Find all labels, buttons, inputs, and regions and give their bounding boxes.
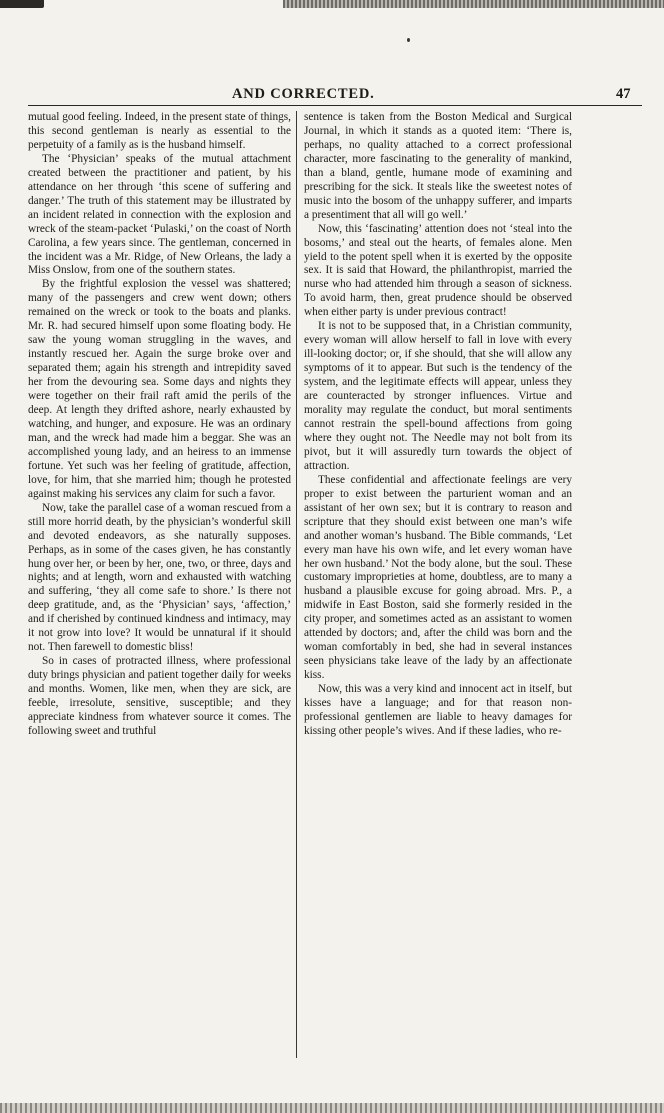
paragraph: mutual good feeling. Indeed, in the present state of things, this second gentleman is nearly as essential to the perpetuity of a family as is the husband himself. [28,111,291,151]
column-divider [296,111,297,1058]
paragraph: By the frightful explosion the vessel was shattered; many of the passengers and crew went down; others remained on the wreck or took to the boats and planks. Mr. R. had secured himself upon some floating body. He saw the young woman struggling in the waves, and instantly rescued her. Again the surge broke over and separated them; again his strength and intrepidity saved her from the devouring sea. Some days and nights they were together on their frail raft amid the perils of the deep. At length they drifted ashore, nearly exhausted by watching, and hunger, and exposure. He was an ordinary man, and the wreck had made him a beggar. She was an accomplished young lady, and an heiress to an immense fortune. Yet such was her feeling of gratitude, affection, love, for him, that she married him; though he protested against making his services any claim for such a favor. [28,278,291,500]
scan-bottom-border [0,1103,664,1113]
page-number: 47 [616,86,631,102]
scan-edge-mark [0,0,44,8]
running-title: AND CORRECTED. [232,86,375,102]
paragraph: It is not to be supposed that, in a Christian community, every woman will allow herself to fall in love with every ill-looking doctor; or, if she should, that she will allow any symptoms of it to appear. But such is the tendency of the system, and the legitimate effects will appear, unless they are counteracted by stronger influences. Virtue and morality may regulate the conduct, but moral sentiments cannot restrain the spell-bound affections from going where they ought not. The Needle may not bolt from its pivot, but it will assuredly turn towards the object of attraction. [304,320,572,472]
paragraph: Now, this was a very kind and innocent act in itself, but kisses have a language; and for that reason non-professional gentlemen are liable to heavy damages for kissing other people’s wives. And if these ladies, who re- [304,683,572,737]
paragraph: The ‘Physician’ speaks of the mutual attachment created between the practitioner and patient, by his attendance on her through ‘this scene of suffering and danger.’ The truth of this statement may be illustrated by an incident related in connection with the explosion and wreck of the steam-packet ‘Pulaski,’ on the coast of North Carolina, a few years since. The gentleman, concerned in the incident was a Mr. Ridge, of New Orleans, the lady a Miss Onslow, from one of the southern states. [28,152,291,277]
header-rule [28,105,642,106]
ink-speck [407,38,410,42]
left-column [28,111,291,739]
right-column [304,111,572,739]
paragraph: So in cases of protracted illness, where professional duty brings physician and patient together daily for weeks and months. Women, like men, when they are sick, are feeble, irresolute, sensitive, susceptible; and they appreciate kindness from whatever source it comes. The following sweet and truthful [28,655,291,737]
paragraph: Now, take the parallel case of a woman rescued from a still more horrid death, by the physician’s wonderful skill and devoted endeavors, as she naturally supposes. Perhaps, as in some of the cases given, he has constantly hung over her, or been by her, one, two, or three, days and nights; and at length, worn and exhausted with watching and suffering, ‘they all come safe to shore.’ Is there not deep gratitude, and, as the ‘Physician’ says, ‘affection,’ and if cherished by continued kindness and intimacy, may it not grow into love? It would be unnatural if it should not. Then farewell to domestic bliss! [28,501,291,654]
paragraph: Now, this ‘fascinating’ attention does not ‘steal into the bosoms,’ and steal out the hearts, of females alone. Men yield to the potent spell when it is exerted by the opposite sex. It is said that Howard, the philanthropist, married the nurse who had attended him through a season of sickness. To avoid harm, then, great prudence should be observed when either party is under previous contract! [304,222,572,319]
paragraph: sentence is taken from the Boston Medical and Surgical Journal, in which it stands as a quoted item: ‘There is, perhaps, no quality attached to a correct professional character, more fascinating to the generality of mankind, than a bland, gentle, humane mode of examining and prescribing for the sick. It steals like the sweetest notes of music into the bosom of the unhappy sufferer, and imparts a presentiment that all will go well.’ [304,111,572,221]
scan-top-border [283,0,664,8]
paragraph: These confidential and affectionate feelings are very proper to exist between the parturient woman and an assistant of her own sex; but it is contrary to reason and scripture that they should exist between one man’s wife and another woman’s husband. The Bible commands, ‘Let every man have his own wife, and let every woman have her own husband.’ Not the body alone, but the soul. These customary improprieties at home, doubtless, are to many a husband a plausible excuse for going abroad. Mrs. P., a midwife in East Boston, said she formerly resided in the city proper, and sometimes acted as an assistant to women attended by doctors; and, after the child was born and the woman comfortably in bed, she had in several instances seen physicians take leave of the lady by an affectionate kiss. [304,473,572,682]
